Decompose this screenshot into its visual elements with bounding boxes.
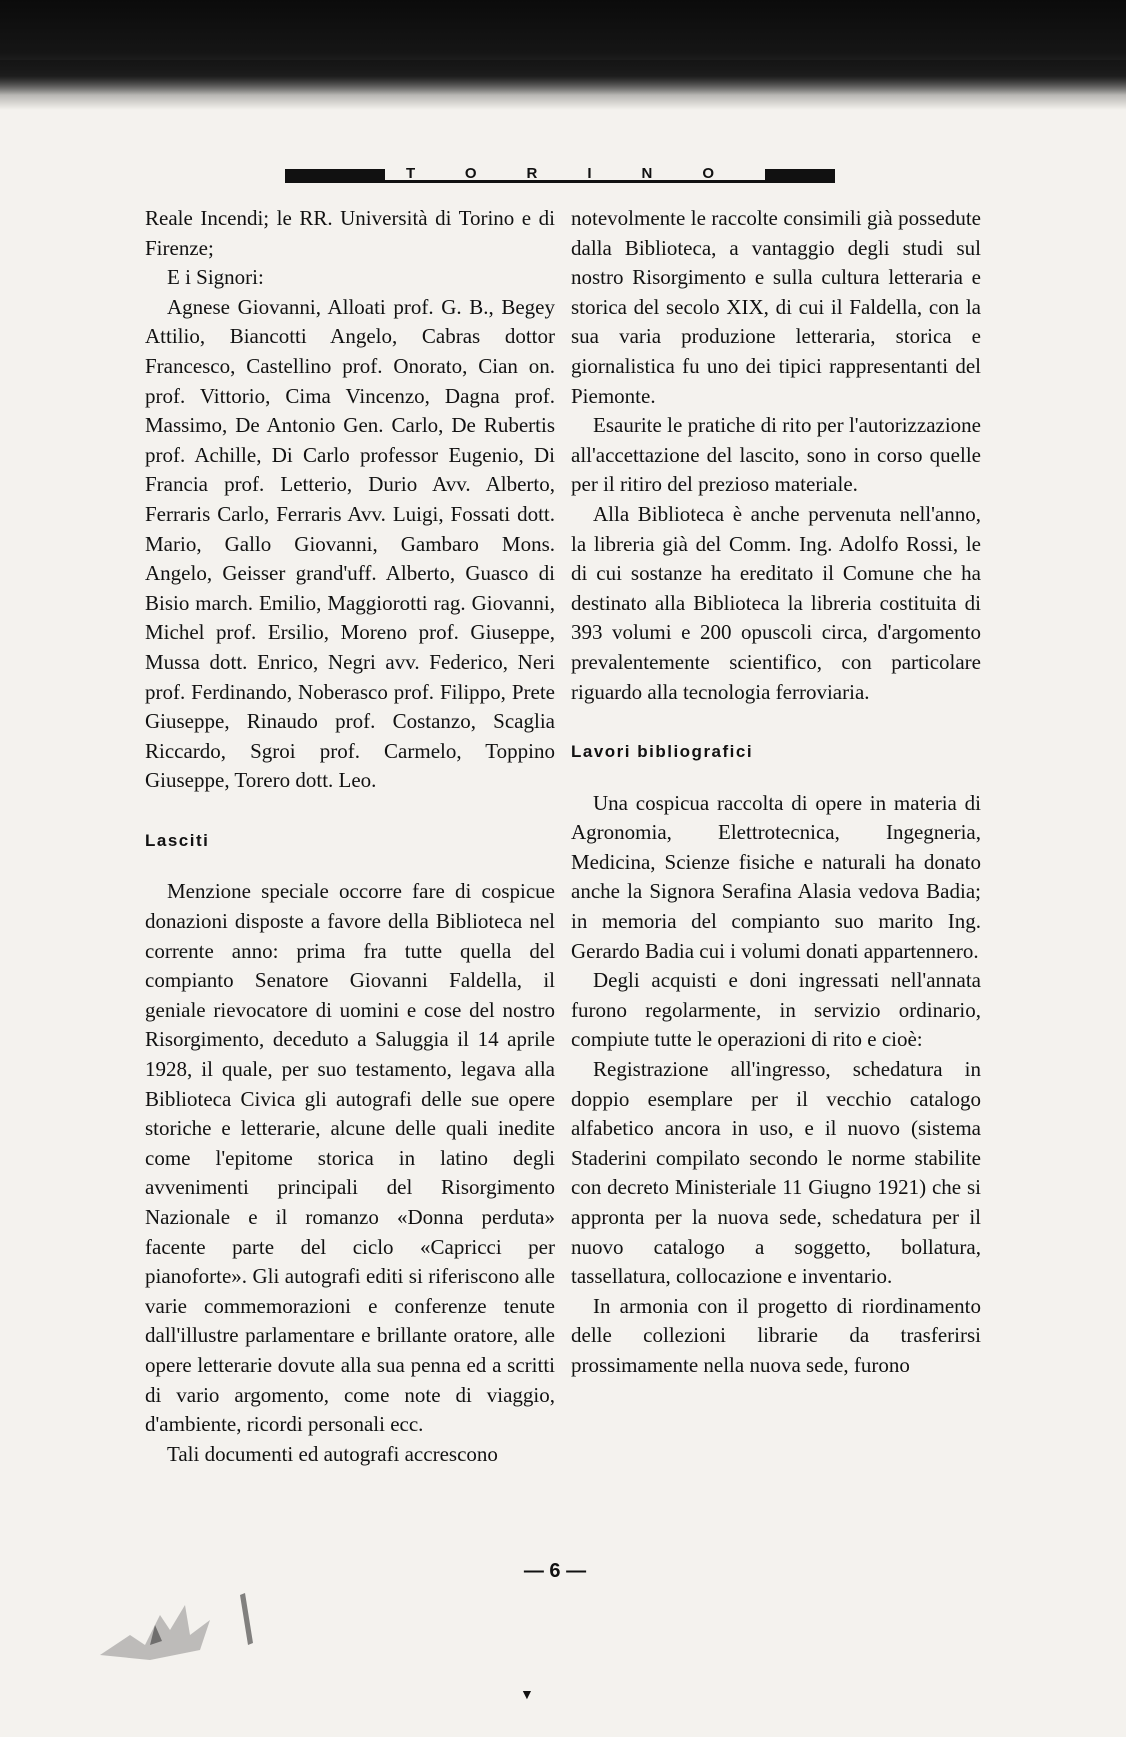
page-number: — 6 — [523, 1560, 587, 1582]
left-column [145, 204, 555, 1469]
right-column [571, 204, 981, 1381]
spacer [571, 767, 981, 789]
running-header [285, 162, 835, 183]
left-section-paragraph-2: Tali documenti ed autografi accrescono [167, 1441, 498, 1466]
right-paragraph-3: Alla Biblioteca è anche pervenuta nell'anno, la libreria già del Comm. Ing. Adolfo Rossi, le di cui sostanze ha ereditato il Comune che ha destinato alla Biblioteca la libreria costituita di 393 volumi e 200 opuscoli circa, d'argomento prevalentemente scientifico, con particolare riguardo alla tecnologia ferroviaria. [571, 501, 981, 704]
ink-smudge-decoration [90, 1575, 290, 1665]
right-paragraph-1: notevolmente le raccolte consimili già possedute dalla Biblioteca, a vantaggio degli studi sul nostro Risorgimento e sulla cultura letteraria e storica del secolo XIX, di cui il Faldella, con la sua varia produzione letteraria, storica e giornalistica fu uno dei tipici rappresentanti del Piemonte. [571, 206, 981, 408]
spacer [145, 855, 555, 877]
left-paragraph-1: Reale Incendi; le RR. Università di Torino e di Firenze; [145, 206, 555, 260]
right-paragraph-2: Esaurite le pratiche di rito per l'autorizzazione all'accettazione del lascito, sono in corso quelle per il ritiro del prezioso materiale. [571, 413, 981, 497]
right-section-paragraph-3: Registrazione all'ingresso, schedatura in doppio esemplare per il vecchio catalogo alfabetico ancora in uso, e il nuovo (sistema Staderini compilato secondo le norme stabilite con decreto Ministeriale 11 Giugno 1921) che si appronta per la nuova sede, schedatura per il nuovo catalogo a soggetto, bollatura, tassellatura, collocazione e inventario. [571, 1057, 981, 1289]
section-title-lavori-bibliografici: Lavori bibliografici [571, 742, 754, 762]
scan-shadow-edge [0, 60, 1126, 110]
section-title-lasciti: Lasciti [145, 830, 210, 850]
right-section-paragraph-4: In armonia con il progetto di riordinamento delle collezioni librarie da trasferirsi prossimamente nella nuova sede, furono [571, 1293, 981, 1377]
left-section-paragraph-1: Menzione speciale occorre fare di cospicue donazioni disposte a favore della Biblioteca nel corrente anno: prima fra tutte quella del compianto Senatore Giovanni Faldella, il geniale rievocatore di uomini e cose del nostro Risorgimento, deceduto a Saluggia il 14 aprile 1928, il quale, per suo testamento, legava alla Biblioteca Civica gli autografi delle sue opere storiche e letterarie, alcune delle quali inedite come l'epitome storica in latino degli avvenimenti principali del Risorgimento Nazionale e il romanzo «Donna perduta» facente parte del ciclo «Capricci per pianoforte». Gli autografi editi si riferiscono alle varie commemorazioni e conferenze tenute dall'illustre parlamentare e brillante oratore, alle opere letterarie dovute alla sua penna ed a scritti di vario argomento, come note di viaggio, d'ambiente, ricordi personali ecc. [145, 879, 555, 1437]
left-paragraph-3: Agnese Giovanni, Alloati prof. G. B., Begey Attilio, Biancotti Angelo, Cabras dottor Francesco, Castellino prof. Onorato, Cian on. prof. Vittorio, Cima Vincenzo, Dagna prof. Massimo, De Antonio Gen. Carlo, De Rubertis prof. Achille, Di Carlo professor Eugenio, Di Francia prof. Letterio, Durio Avv. Alberto, Ferraris Carlo, Ferraris Avv. Luigi, Fossati dott. Mario, Gallo Giovanni, Gambaro Mons. Angelo, Geisser grand'uff. Alberto, Guasco di Bisio march. Emilio, Maggiorotti rag. Giovanni, Michel prof. Ersilio, Moreno prof. Giuseppe, Mussa dott. Enrico, Negri avv. Federico, Neri prof. Ferdinando, Noberasco prof. Filippo, Prete Giuseppe, Rinaudo prof. Costanzo, Scaglia Riccardo, Sgroi prof. Carmelo, Toppino Giuseppe, Torero dott. Leo. [145, 294, 555, 793]
right-section-paragraph-1: Una cospicua raccolta di opere in materia di Agronomia, Elettrotecnica, Ingegneria, Medicina, Scienze fisiche e naturali ha donato anche la Signora Serafina Alasia vedova Badia; in memoria del compianto suo marito Ing. Gerardo Badia cui i volumi donati appartennero. [571, 790, 981, 963]
left-paragraph-2: E i Signori: [167, 265, 264, 290]
spacer [571, 707, 981, 737]
bottom-mark-glyph: ▼ [520, 1688, 534, 1703]
right-section-paragraph-2: Degli acquisti e doni ingressati nell'annata furono regolarmente, in servizio ordinario, compiute tutte le operazioni di rito e cioè: [571, 968, 981, 1052]
running-header-title: TORINO [405, 165, 765, 182]
spacer [145, 796, 555, 826]
